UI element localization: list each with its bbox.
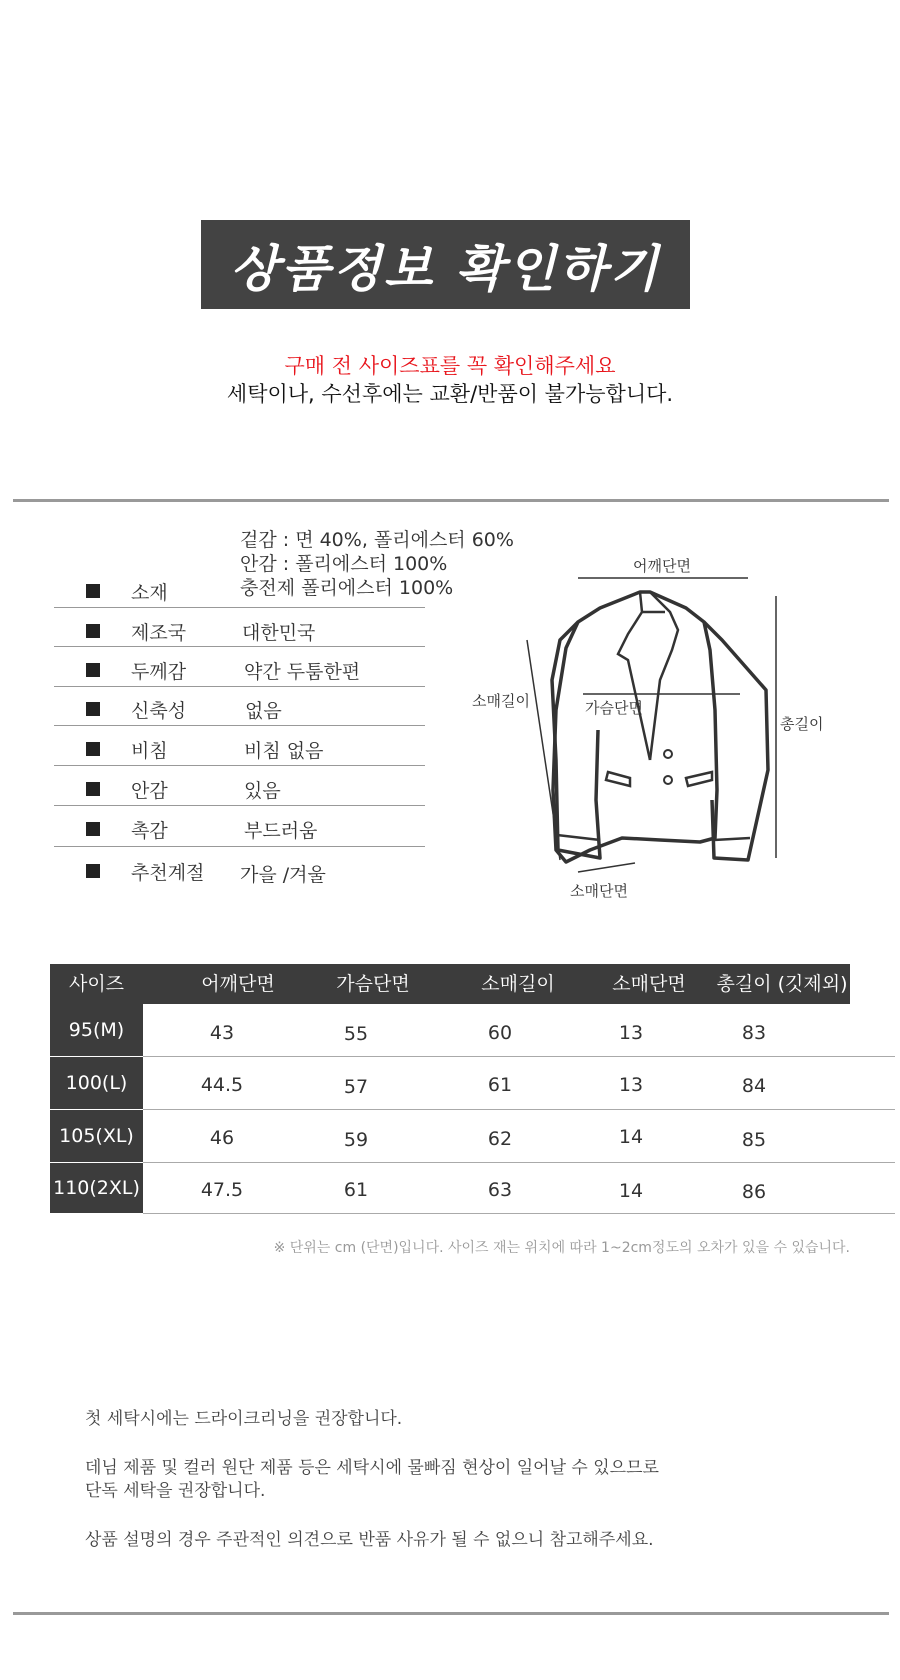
care-line-separate-wash: 단독 세탁을 권장합니다.: [85, 1481, 266, 1501]
row-divider: [143, 1213, 895, 1214]
care-line-dryclean: 첫 세탁시에는 드라이크리닝을 권장합니다.: [85, 1409, 403, 1429]
bullet-icon: [86, 624, 100, 638]
table-cell: 61: [487, 1074, 513, 1096]
jacket-diagram: [470, 550, 790, 910]
table-cell: 43: [209, 1022, 235, 1044]
table-cell: 63: [487, 1179, 513, 1201]
table-cell: 13: [618, 1022, 644, 1044]
left-cuff: [557, 835, 600, 840]
right-cuff: [714, 838, 750, 840]
label-chest: 가슴단면: [585, 699, 643, 717]
spec-divider: [54, 765, 425, 766]
table-cell: 85: [741, 1129, 767, 1151]
spec-value-season: 가을 /겨울: [240, 864, 326, 886]
size-110-2xl: 110(2XL): [50, 1163, 143, 1213]
left-lapel: [618, 592, 650, 760]
unit-note: ※ 단위는 cm (단면)입니다. 사이즈 재는 위치에 따라 1~2cm정도의 오차가 있을 수 있습니다.: [273, 1240, 850, 1256]
table-cell: 14: [618, 1126, 644, 1148]
table-cell: 46: [209, 1127, 235, 1149]
material-line-outer: 겉감 : 면 40%, 폴리에스터 60%: [240, 529, 514, 551]
label-sleeve-length: 소매길이: [472, 692, 530, 710]
page-title: 상품정보 확인하기: [230, 239, 661, 298]
header-chest: 가슴단면: [336, 973, 410, 995]
spec-label-touch: 촉감: [131, 820, 168, 842]
table-cell: 59: [343, 1129, 369, 1151]
material-line-filling: 충전제 폴리에스터 100%: [240, 577, 454, 599]
spec-value-sheer: 비침 없음: [244, 740, 324, 762]
spec-value-lining: 있음: [244, 780, 281, 802]
right-sleeve: [704, 622, 768, 860]
header-size: 사이즈: [68, 973, 125, 995]
label-shoulder: 어깨단면: [633, 557, 691, 575]
label-total-length: 총길이: [780, 715, 824, 733]
spec-divider: [54, 725, 425, 726]
divider-bottom: [13, 1612, 889, 1615]
table-cell: 57: [343, 1076, 369, 1098]
spec-divider: [54, 607, 425, 608]
button-lower: [664, 776, 672, 784]
spec-label-sheer: 비침: [131, 740, 168, 762]
table-cell: 44.5: [200, 1074, 244, 1096]
right-pocket: [686, 772, 712, 786]
header-cuff: 소매단면: [612, 973, 686, 995]
title-banner: [201, 220, 690, 309]
header-shoulder: 어깨단면: [201, 973, 275, 995]
material-line-lining: 안감 : 폴리에스터 100%: [240, 553, 448, 575]
jacket-body: [553, 592, 717, 862]
spec-label-material: 소재: [131, 582, 168, 604]
row-divider: [143, 1162, 895, 1163]
bullet-icon: [86, 864, 100, 878]
spec-value-touch: 부드러움: [244, 820, 318, 842]
spec-divider: [54, 686, 425, 687]
size-105-xl: 105(XL): [50, 1110, 143, 1162]
left-sleeve: [552, 622, 600, 858]
table-cell: 60: [487, 1022, 513, 1044]
bullet-icon: [86, 742, 100, 756]
right-lapel: [650, 592, 678, 760]
spec-label-origin: 제조국: [131, 622, 187, 644]
bullet-icon: [86, 584, 100, 598]
bullet-icon: [86, 782, 100, 796]
spec-divider: [54, 646, 425, 647]
spec-divider: [54, 805, 425, 806]
header-total-length: 총길이 (깃제외): [716, 973, 848, 995]
table-cell: 14: [618, 1180, 644, 1202]
spec-value-origin: 대한민국: [242, 622, 316, 644]
button-upper: [664, 750, 672, 758]
spec-label-lining: 안감: [131, 780, 168, 802]
bullet-icon: [86, 663, 100, 677]
table-cell: 86: [741, 1181, 767, 1203]
table-cell: 55: [343, 1023, 369, 1045]
exchange-warning: 세탁이나, 수선후에는 교환/반품이 불가능합니다.: [226, 382, 674, 406]
table-cell: 62: [487, 1128, 513, 1150]
spec-value-thickness: 약간 두툼한편: [244, 661, 361, 683]
spec-divider: [54, 846, 425, 847]
bullet-icon: [86, 702, 100, 716]
size-95-m: 95(M): [50, 1004, 143, 1056]
label-cuff: 소매단면: [570, 882, 628, 900]
care-line-disclaimer: 상품 설명의 경우 주관적인 의견으로 반품 사유가 될 수 없으니 참고해주세요.: [85, 1530, 654, 1550]
row-divider: [143, 1056, 895, 1057]
row-divider: [143, 1109, 895, 1110]
table-cell: 13: [618, 1074, 644, 1096]
bullet-icon: [86, 822, 100, 836]
cuff-guide: [578, 863, 635, 872]
table-cell: 84: [741, 1075, 767, 1097]
care-line-denim: 데님 제품 및 컬러 원단 제품 등은 세탁시에 물빠짐 현상이 일어날 수 있으므로: [85, 1458, 659, 1478]
table-cell: 61: [343, 1179, 369, 1201]
divider-top: [13, 499, 889, 502]
header-sleeve-length: 소매길이: [481, 973, 555, 995]
size-warning-red: 구매 전 사이즈표를 꼭 확인해주세요: [284, 354, 616, 378]
spec-value-stretch: 없음: [245, 700, 282, 722]
size-100-l: 100(L): [50, 1057, 143, 1109]
spec-label-season: 추천계절: [131, 862, 205, 884]
spec-label-stretch: 신축성: [131, 700, 187, 722]
left-pocket: [606, 772, 630, 786]
table-cell: 83: [741, 1022, 767, 1044]
table-cell: 47.5: [200, 1179, 244, 1201]
table-header-row: [50, 964, 850, 1004]
spec-label-thickness: 두께감: [131, 661, 187, 683]
